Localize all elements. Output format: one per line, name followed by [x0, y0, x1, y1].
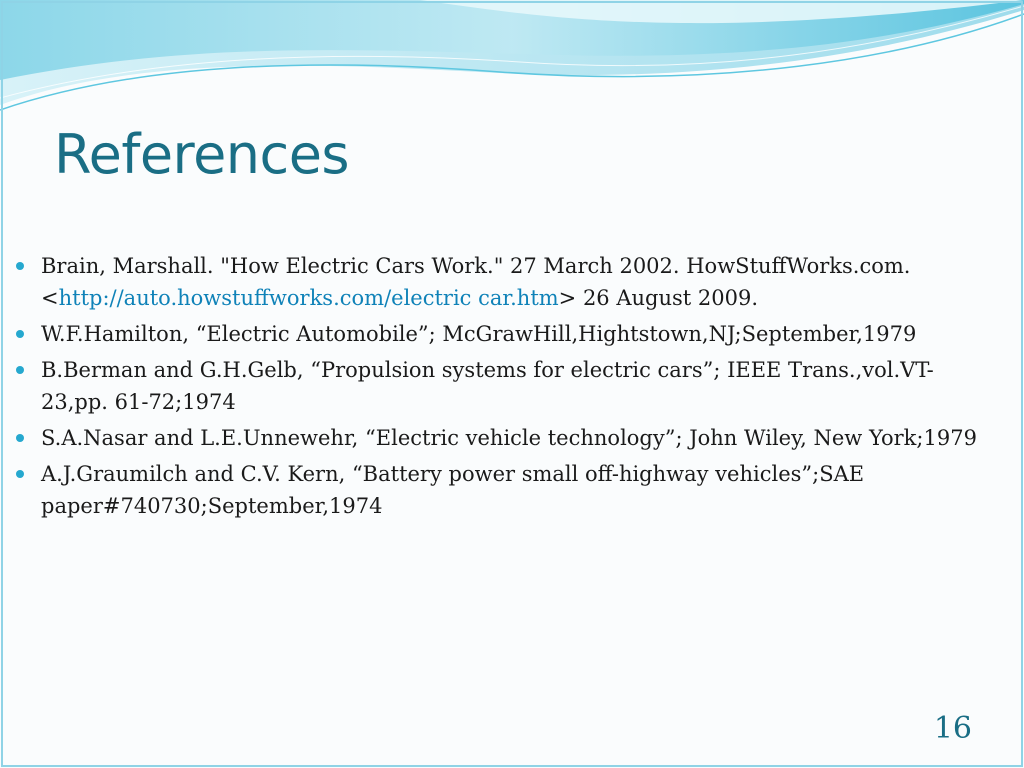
- list-item: [16, 422, 996, 454]
- reference-text: S.A.Nasar and L.E.Unnewehr, “Electric vehicle technology”; John Wiley, New York;1979: [41, 426, 977, 450]
- reference-text: B.Berman and G.H.Gelb, “Propulsion systems for electric cars”; IEEE Trans.,vol.VT-23,pp. 61-72;1974: [41, 358, 934, 414]
- bullet-icon: [16, 262, 24, 270]
- reference-text: > 26 August 2009.: [558, 286, 759, 310]
- bullet-icon: [16, 366, 24, 374]
- bullet-icon: [16, 470, 24, 478]
- reference-text: Brain, Marshall. "How Electric Cars Work." 27 March 2002. HowStuffWorks.com. <: [41, 254, 911, 310]
- reference-link[interactable]: http://auto.howstuffworks.com/electric car.htm: [58, 286, 559, 310]
- list-item: [16, 354, 996, 418]
- list-item: [16, 458, 996, 522]
- bullet-icon: [16, 434, 24, 442]
- reference-text: A.J.Graumilch and C.V. Kern, “Battery power small off-highway vehicles”;SAE paper#740730;September,1974: [41, 462, 865, 518]
- list-item: [16, 318, 996, 350]
- bullet-icon: [16, 330, 24, 338]
- references-list: [16, 250, 996, 526]
- page-number: 16: [933, 711, 972, 746]
- reference-text: W.F.Hamilton, “Electric Automobile”; McGrawHill,Hightstown,NJ;September,1979: [41, 322, 917, 346]
- list-item: [16, 250, 996, 314]
- header-wave-decoration: [0, 0, 1024, 130]
- page-title: References: [54, 123, 350, 186]
